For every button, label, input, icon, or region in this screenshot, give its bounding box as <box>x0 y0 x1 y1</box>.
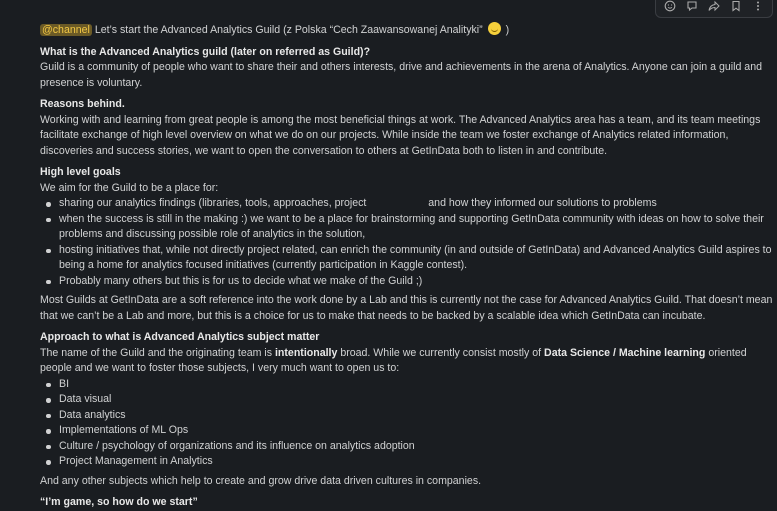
redacted-region <box>369 198 425 208</box>
lab-body: Most Guilds at GetInData are a soft reference into the work done by a Lab and this is currently not the case for Advanced Analytics Guild. That doesn’t mean that we can’t be a Lab and more, but this is a choice for us to make that needs to be backed by a scalable idea which GetInData can incubate. <box>40 294 773 322</box>
message-body <box>40 22 774 511</box>
what-section <box>40 45 774 92</box>
closing-text: And any other subjects which help to create and grow drive data driven cultures in companies. <box>40 474 482 487</box>
add-reaction-icon <box>664 0 676 12</box>
share-icon <box>708 0 720 12</box>
approach-heading: Approach to what is Advanced Analytics subject matter <box>40 331 320 343</box>
bookmark-icon <box>730 0 742 12</box>
list-item: Data analytics <box>40 408 774 424</box>
approach-body: The name of the Guild and the originating team is intentionally broad. While we currently consist mostly of Data Science / Machine learning oriented people and we want to foster those subjects, I very much want to open us to: <box>40 346 747 374</box>
more-actions-button[interactable] <box>750 0 766 14</box>
list-item: Project Management in Analytics <box>40 454 774 470</box>
what-heading: What is the Advanced Analytics guild (later on referred as Guild)? <box>40 45 371 58</box>
reply-in-thread-button[interactable] <box>684 0 700 14</box>
reasons-heading: Reasons behind. <box>40 98 125 110</box>
channel-mention[interactable]: @channel <box>42 24 90 36</box>
reasons-section <box>40 97 774 159</box>
message-actions-toolbar <box>655 0 773 18</box>
approach-section <box>40 330 774 489</box>
goals-intro: We aim for the Guild to be a place for: <box>40 181 219 194</box>
more-actions-icon <box>752 0 764 12</box>
game-heading: “I’m game, so how do we start” <box>40 496 198 508</box>
goals-list <box>40 196 774 289</box>
list-item: Data visual <box>40 392 774 408</box>
add-reaction-button[interactable] <box>662 0 678 14</box>
share-button[interactable] <box>706 0 722 14</box>
bookmark-button[interactable] <box>728 0 744 14</box>
list-item: Probably many others but this is for us to decide what we make of the Guild ;) <box>40 274 774 290</box>
intro-line <box>40 22 774 39</box>
intro-text-end: ) <box>505 24 510 36</box>
list-item: Culture / psychology of organizations and its influence on analytics adoption <box>40 439 774 455</box>
what-body: Guild is a community of people who want to share their and others interests, drive and achievements in the arena of Analytics. Anyone can join a guild and presence is voluntary. <box>40 61 762 89</box>
list-item: Implementations of ML Ops <box>40 423 774 439</box>
list-item: when the success is still in the making :) we want to be a place for brainstorming and supporting GetInData community with ideas on how to solve their problems and discussing possible role of analytics in the solution, <box>40 212 774 243</box>
intro-text: Let’s start the Advanced Analytics Guild (z Polska “Cech Zaawansowanej Analityki” <box>94 24 483 36</box>
goals-section <box>40 165 774 324</box>
reply-in-thread-icon <box>686 0 698 12</box>
goals-heading: High level goals <box>40 166 121 178</box>
list-item: sharing our analytics findings (libraries, tools, approaches, project and how they informed our solutions to problems <box>40 196 774 212</box>
slightly-smiling-face-icon <box>488 22 501 35</box>
list-item: BI <box>40 377 774 393</box>
list-item: hosting initiatives that, while not directly project related, can enrich the community (in and outside of GetInData) and Advanced Analytics Guild aspires to being a home for analytics focused initiatives (currently participation in Kaggle contest). <box>40 243 774 274</box>
subjects-list <box>40 377 774 470</box>
reasons-body: Working with and learning from great people is among the most beneficial things at work. The Advanced Analytics area has a team, and its team meetings facilitate exchange of high level overview on what we do on our projects. While inside the team we foster exchange of Analytics related information, discoveries and success stories, we want to open the conversation to others at GetInData both to listen in and contribute. <box>40 113 761 157</box>
